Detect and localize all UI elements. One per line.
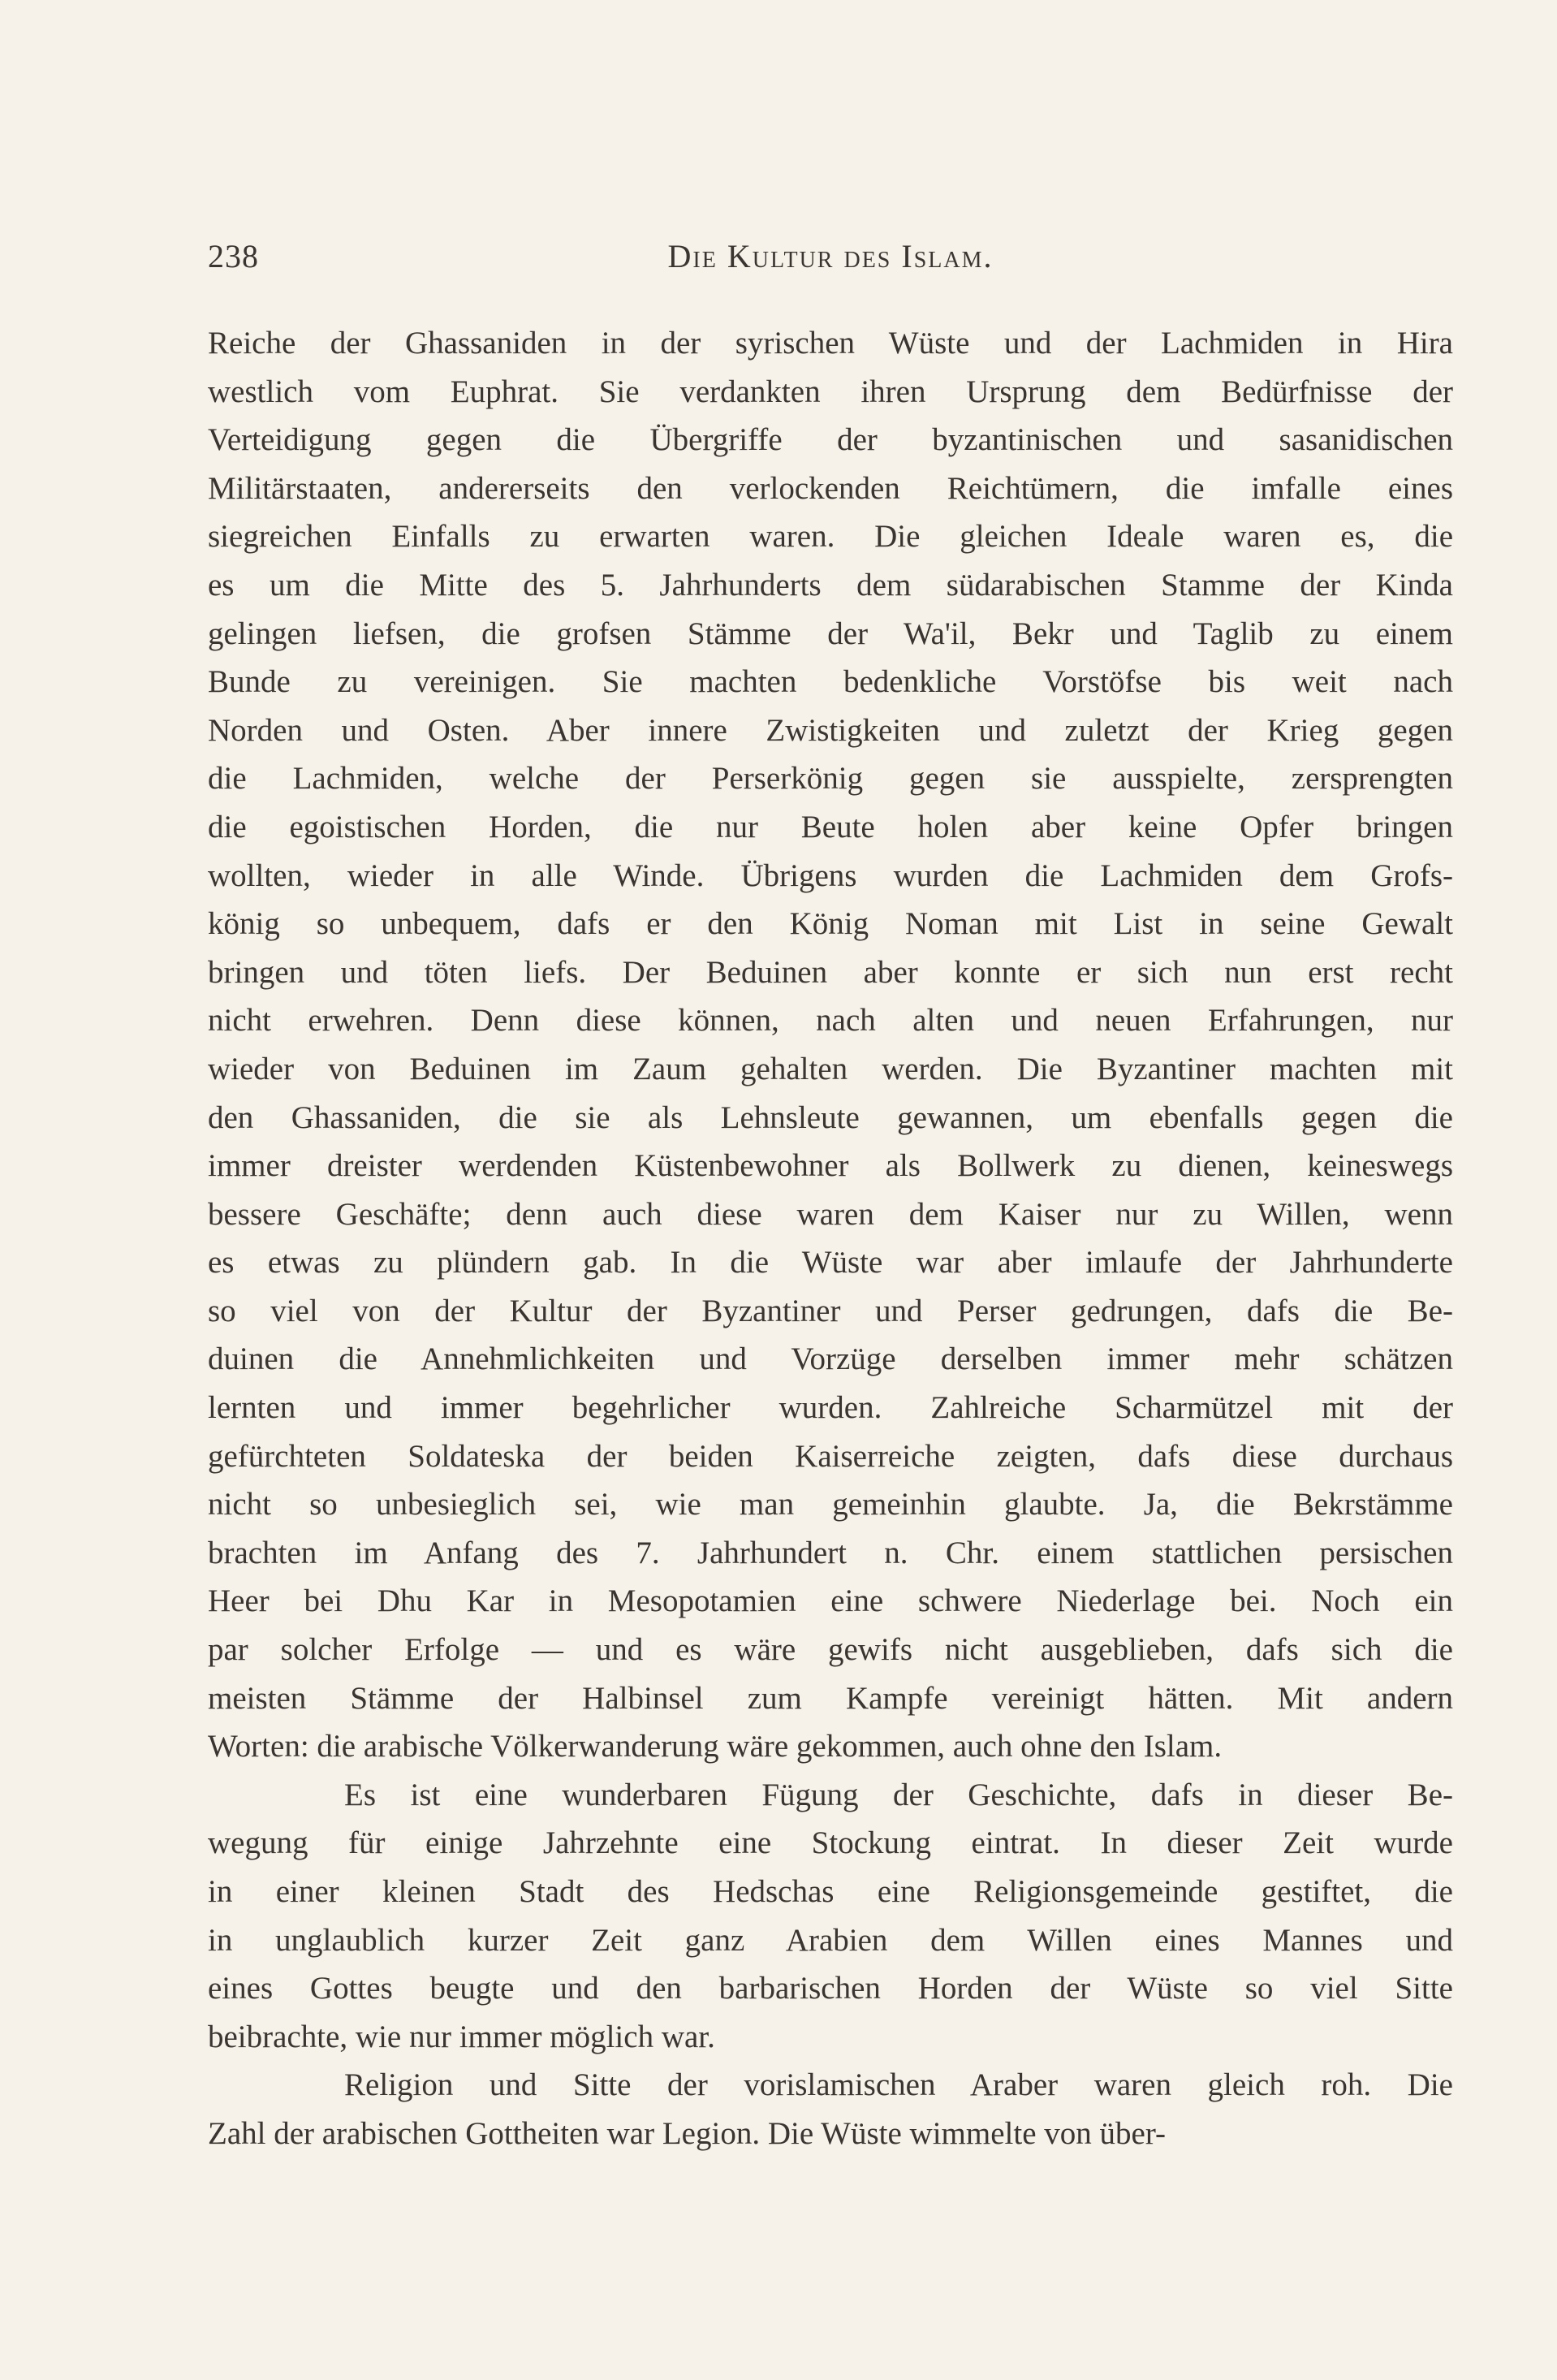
text-line: nicht erwehren. Denn diese können, nach alten und neuen Erfahrungen, nur <box>208 1003 1453 1039</box>
text-line: Bunde zu vereinigen. Sie machten bedenkliche Vorstöfse bis weit nach <box>208 664 1453 700</box>
text-line: Es ist eine wunderbaren Fügung der Geschichte, dafs in dieser Be- <box>344 1777 1453 1812</box>
paragraph <box>208 319 1453 1771</box>
text-line: wegung für einige Jahrzehnte eine Stockung eintrat. In dieser Zeit wurde <box>208 1825 1453 1861</box>
text-line: eines Gottes beugte und den barbarischen Horden der Wüste so viel Sitte <box>208 1971 1453 2006</box>
paragraph <box>208 2061 1453 2158</box>
text-line: nicht so unbesieglich sei, wie man gemeinhin glaubte. Ja, die Bekrstämme <box>208 1487 1453 1523</box>
text-line: siegreichen Einfalls zu erwarten waren. Die gleichen Ideale waren es, die <box>208 519 1453 555</box>
text-line: lernten und immer begehrlicher wurden. Zahlreiche Scharmützel mit der <box>208 1390 1453 1426</box>
text-line: so viel von der Kultur der Byzantiner und Perser gedrungen, dafs die Be- <box>208 1293 1453 1328</box>
text-line: in einer kleinen Stadt des Hedschas eine Religionsgemeinde gestiftet, die <box>208 1874 1453 1909</box>
text-line: die Lachmiden, welche der Perserkönig gegen sie ausspielte, zersprengten <box>208 761 1453 797</box>
text-line: westlich vom Euphrat. Sie verdankten ihren Ursprung dem Bedürfnisse der <box>208 374 1453 409</box>
text-line: bringen und töten liefs. Der Beduinen aber konnte er sich nun erst recht <box>208 954 1453 990</box>
text-line: wollten, wieder in alle Winde. Übrigens wurden die Lachmiden dem Grofs- <box>208 857 1453 893</box>
running-title: Die Kultur des Islam. <box>667 238 994 274</box>
text-line: wieder von Beduinen im Zaum gehalten werden. Die Byzantiner machten mit <box>208 1051 1453 1086</box>
text-line: Heer bei Dhu Kar in Mesopotamien eine schwere Niederlage bei. Noch ein <box>208 1583 1453 1619</box>
text-line: duinen die Annehmlichkeiten und Vorzüge derselben immer mehr schätzen <box>208 1341 1453 1377</box>
text-line: gelingen liefsen, die grofsen Stämme der Wa'il, Bekr und Taglib zu einem <box>208 616 1453 651</box>
text-line: immer dreister werdenden Küstenbewohner als Bollwerk zu dienen, keineswegs <box>208 1148 1453 1184</box>
text-line: könig so unbequem, dafs er den König Noman mit List in seine Gewalt <box>208 906 1453 942</box>
text-line: den Ghassaniden, die sie als Lehnsleute gewannen, um ebenfalls gegen die <box>208 1099 1453 1135</box>
text-line: es etwas zu plündern gab. In die Wüste war aber imlaufe der Jahrhunderte <box>208 1245 1453 1281</box>
text-line: es um die Mitte des 5. Jahrhunderts dem südarabischen Stamme der Kinda <box>208 567 1453 603</box>
text-line: Verteidigung gegen die Übergriffe der byzantinischen und sasanidischen <box>208 422 1453 458</box>
text-line: par solcher Erfolge — und es wäre gewifs nicht ausgeblieben, dafs sich die <box>208 1632 1453 1668</box>
paragraph <box>208 1771 1453 2062</box>
text-line: beibrachte, wie nur immer möglich war. <box>208 2019 715 2054</box>
text-line: die egoistischen Horden, die nur Beute holen aber keine Opfer bringen <box>208 809 1453 844</box>
text-line: Militärstaaten, andererseits den verlockenden Reichtümern, die imfalle eines <box>208 470 1453 506</box>
text-line: Reiche der Ghassaniden in der syrischen Wüste und der Lachmiden in Hira <box>208 326 1453 361</box>
text-line: Religion und Sitte der vorislamischen Araber waren gleich roh. Die <box>344 2067 1453 2103</box>
page-header <box>208 237 1453 289</box>
page-number: 238 <box>208 238 259 274</box>
text-line: gefürchteten Soldateska der beiden Kaiserreiche zeigten, dafs diese durchaus <box>208 1438 1453 1474</box>
text-line: brachten im Anfang des 7. Jahrhundert n. Chr. einem stattlichen persischen <box>208 1535 1453 1570</box>
text-line: in unglaublich kurzer Zeit ganz Arabien dem Willen eines Mannes und <box>208 1922 1453 1958</box>
text-line: Norden und Osten. Aber innere Zwistigkeiten und zuletzt der Krieg gegen <box>208 712 1453 748</box>
text-line: Worten: die arabische Völkerwanderung wäre gekommen, auch ohne den Islam. <box>208 1729 1223 1764</box>
text-line: bessere Geschäfte; denn auch diese waren dem Kaiser nur zu Willen, wenn <box>208 1196 1453 1232</box>
text-line: meisten Stämme der Halbinsel zum Kampfe vereinigt hätten. Mit andern <box>208 1680 1453 1716</box>
text-line: Zahl der arabischen Gottheiten war Legion. Die Wüste wimmelte von über- <box>208 2115 1167 2151</box>
body-text <box>208 319 1453 2158</box>
